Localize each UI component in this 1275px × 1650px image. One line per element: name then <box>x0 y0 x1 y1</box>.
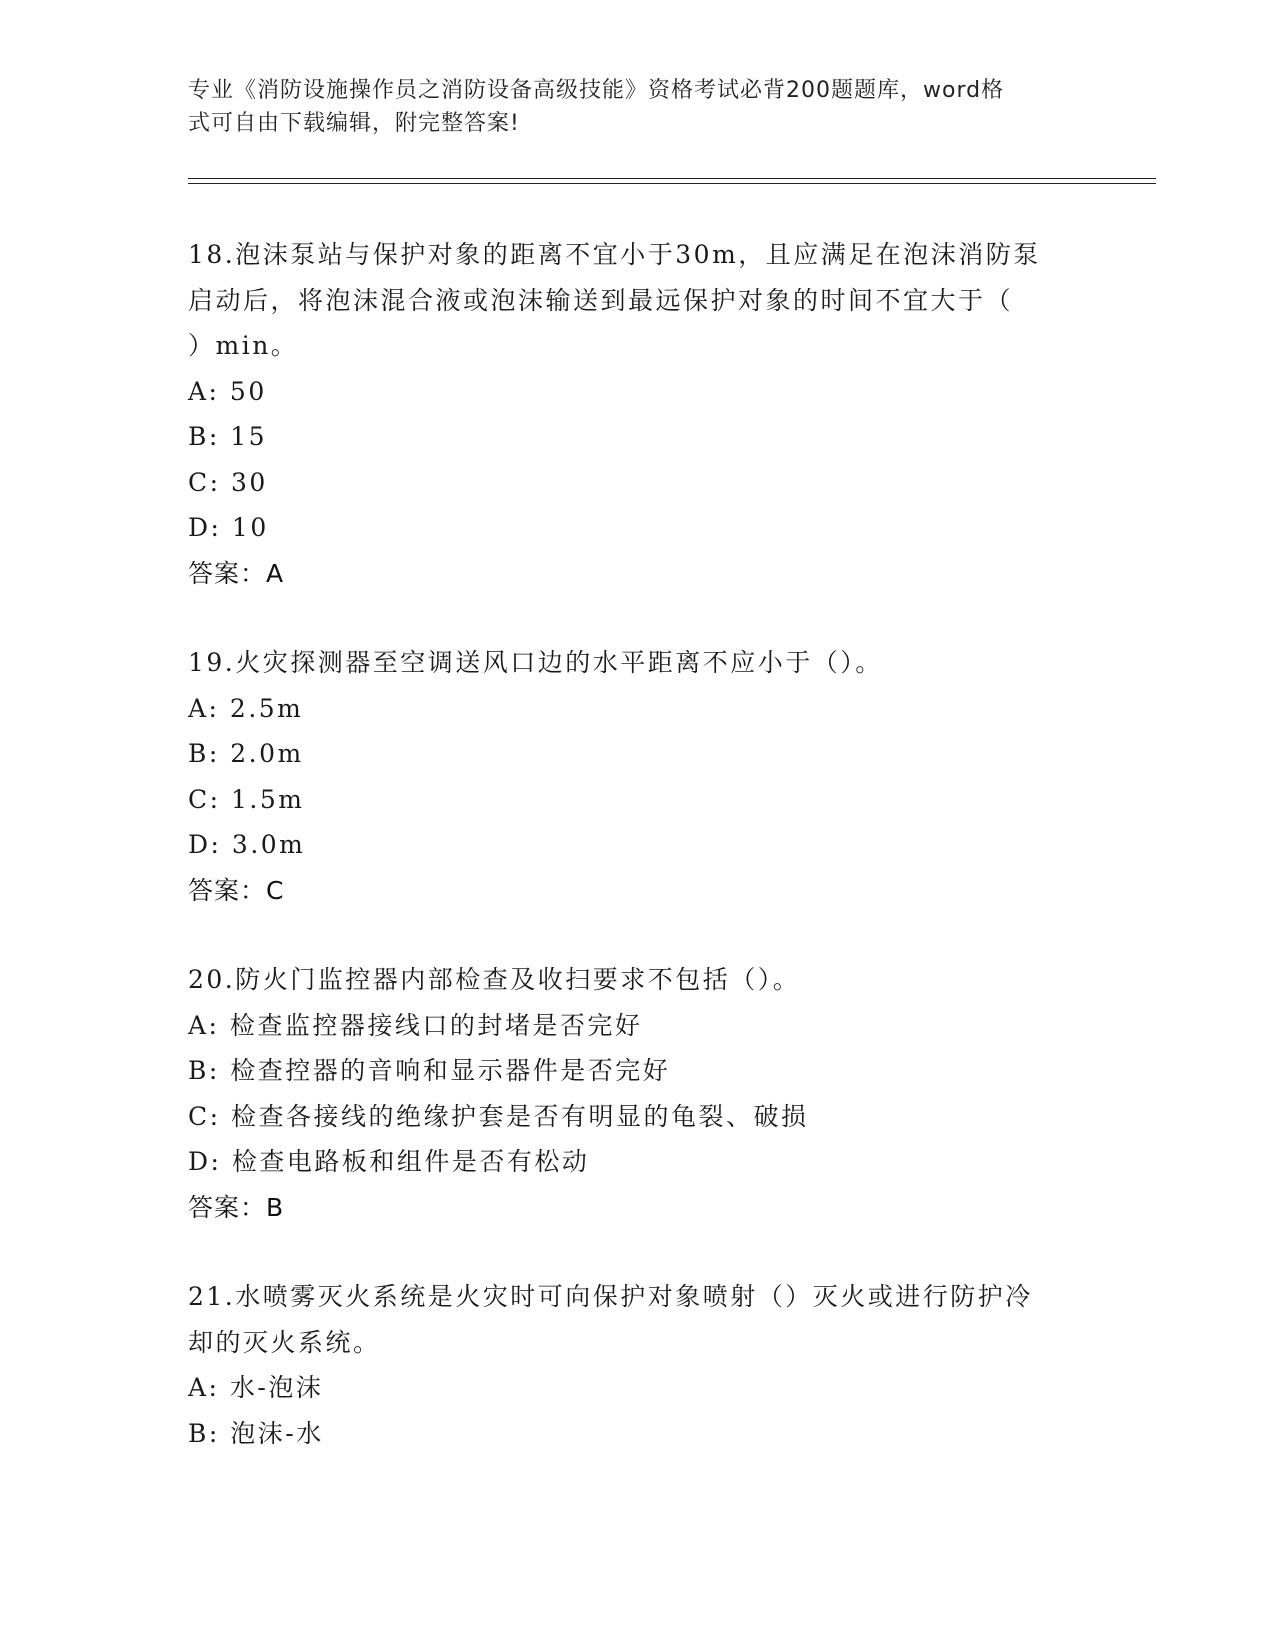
answer-value: C <box>266 875 285 905</box>
header-divider-bottom <box>188 183 1156 184</box>
answer-value: A <box>266 558 285 588</box>
question-21 <box>188 1274 1088 1456</box>
option-c: C: 检查各接线的绝缘护套是否有明显的龟裂、破损 <box>188 1101 809 1131</box>
stem-line: ）min。 <box>188 331 299 360</box>
header-divider-top <box>188 178 1156 179</box>
option-a: A: 水-泡沫 <box>188 1373 324 1402</box>
header-line-2: 式可自由下载编辑，附完整答案! <box>188 111 520 136</box>
option-c: C: 30 <box>188 467 268 497</box>
answer-line <box>188 1185 1088 1231</box>
answer-label: 答案： <box>188 558 267 588</box>
stem-line: 19.火灾探测器至空调送风口边的水平距离不应小于（）。 <box>188 648 883 677</box>
stem-line: 20.防火门监控器内部检查及收扫要求不包括（）。 <box>188 965 801 994</box>
question-19 <box>188 640 1088 913</box>
question-20 <box>188 957 1088 1230</box>
answer-line <box>188 551 1088 597</box>
option-d: D: 10 <box>188 513 269 542</box>
question-stem <box>188 640 1088 686</box>
option-a: A: 2.5m <box>188 693 304 723</box>
option-b: B: 泡沫-水 <box>188 1418 324 1448</box>
question-stem <box>188 1274 1088 1365</box>
answer-label: 答案： <box>188 875 267 905</box>
option-a: A: 50 <box>188 376 267 406</box>
stem-line: 18.泡沫泵站与保护对象的距离不宜小于30m，且应满足在泡沫消防泵 <box>188 240 1041 269</box>
stem-line: 21.水喷雾灭火系统是火灾时可向保护对象喷射（）灭火或进行防护冷 <box>188 1282 1033 1311</box>
option-b: B: 检查控器的音响和显示器件是否完好 <box>188 1056 671 1085</box>
document-header <box>188 74 1068 140</box>
option-c: C: 1.5m <box>188 784 305 814</box>
option-d: D: 检查电路板和组件是否有松动 <box>188 1147 590 1176</box>
stem-line: 启动后，将泡沫混合液或泡沫输送到最远保护对象的时间不宜大于（ <box>188 285 1014 315</box>
option-b: B: 15 <box>188 422 268 451</box>
question-stem <box>188 957 1088 1003</box>
question-stem <box>188 232 1088 369</box>
answer-value: B <box>266 1192 285 1222</box>
answer-label: 答案： <box>188 1192 267 1222</box>
option-a: A: 检查监控器接线口的封堵是否完好 <box>188 1010 643 1040</box>
option-b: B: 2.0m <box>188 739 304 768</box>
stem-line: 却的灭火系统。 <box>188 1327 381 1357</box>
question-list <box>188 232 1088 1500</box>
question-18 <box>188 232 1088 596</box>
answer-line <box>188 868 1088 914</box>
header-line-1: 专业《消防设施操作员之消防设备高级技能》资格考试必背200题题库，word格 <box>188 78 1005 103</box>
option-d: D: 3.0m <box>188 830 306 859</box>
